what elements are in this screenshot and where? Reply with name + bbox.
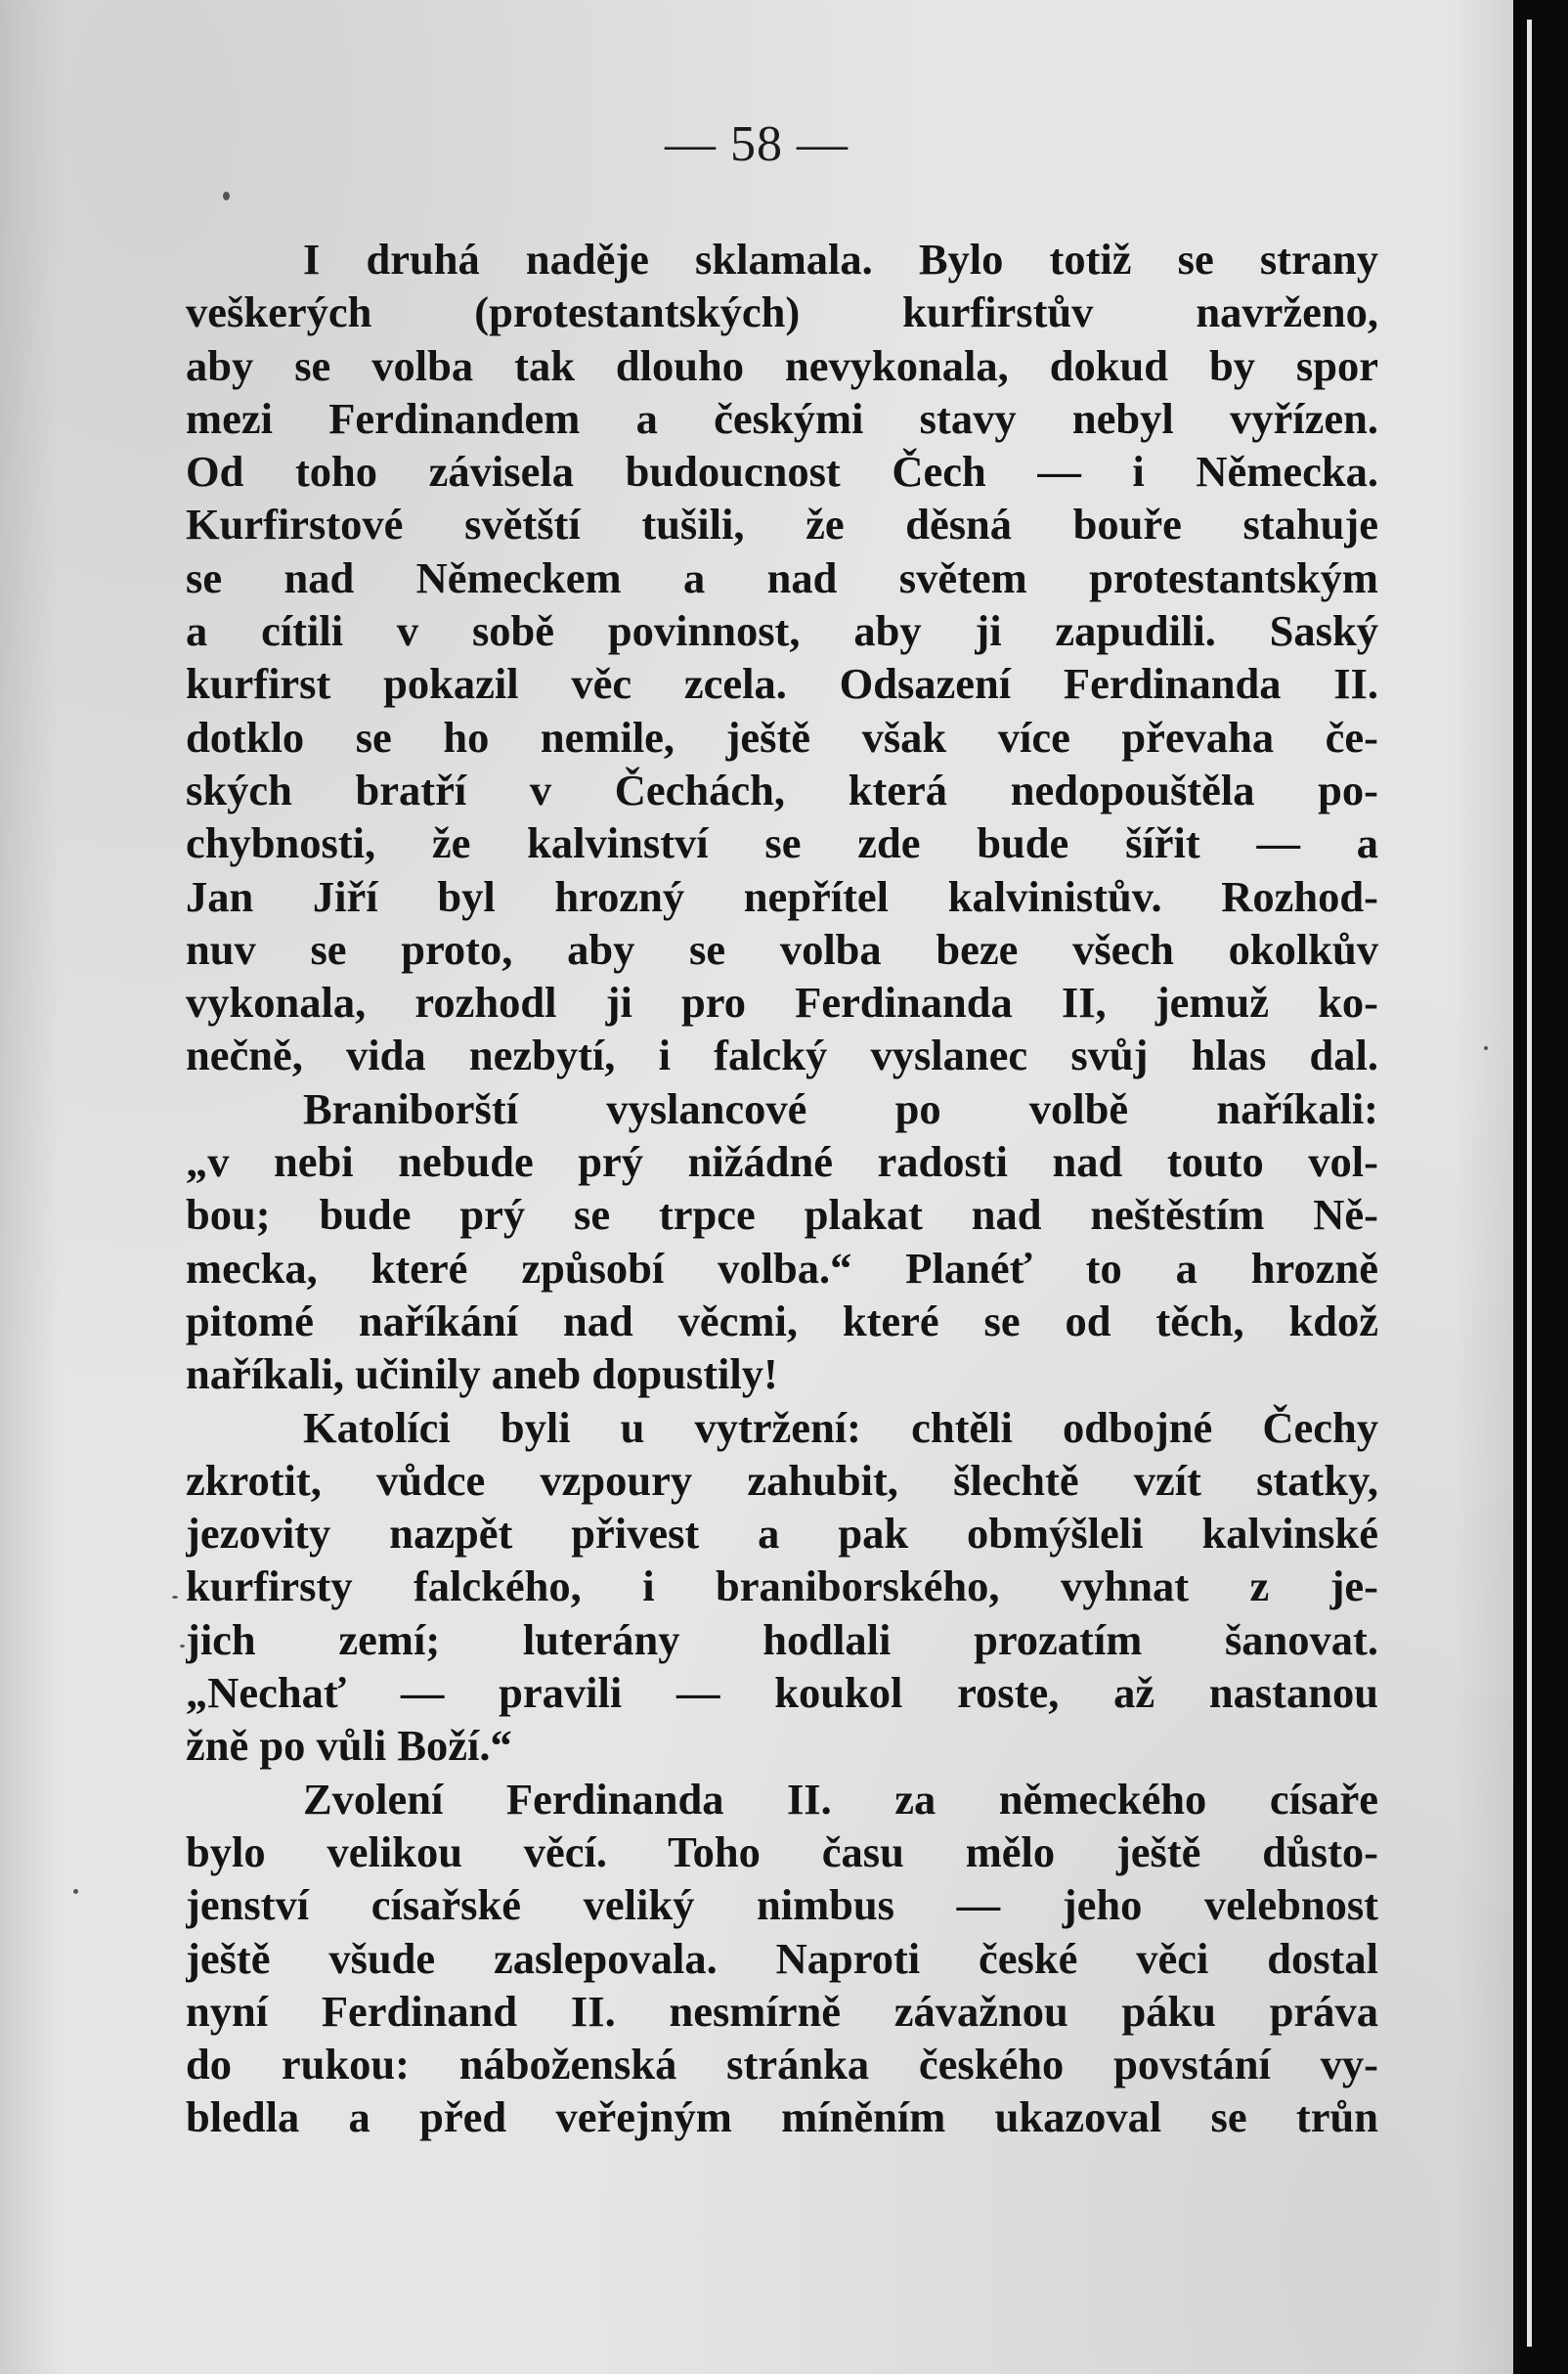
text-line: chybnosti, že kalvinství se zde bude šířit — a <box>186 818 1378 868</box>
text-line: bylo velikou věcí. Toho času mělo ještě důsto- <box>186 1826 1378 1876</box>
text-line: bledla a před veřejným míněním ukazoval se trůn <box>186 2092 1378 2142</box>
text-line: dotklo se ho nemile, ještě však více převaha če- <box>186 712 1378 762</box>
text-line: Jan Jiří byl hrozný nepřítel kalvinistův. Rozhod- <box>186 871 1378 921</box>
text-line: Zvolení Ferdinanda II. za německého císaře <box>303 1774 1378 1824</box>
text-line: pitomé naříkání nad věcmi, které se od těch, kdož <box>186 1296 1378 1345</box>
text-line: Katolíci byli u vytržení: chtěli odbojné Čechy <box>303 1402 1378 1452</box>
scan-speck <box>180 1645 185 1648</box>
text-line: žně po vůli Boží.“ <box>186 1721 512 1771</box>
text-line: mecka, které způsobí volba.“ Planéť to a hrozně <box>186 1243 1378 1293</box>
text-line: veškerých (protestantských) kurfirstův navrženo, <box>186 287 1378 337</box>
text-line: se nad Německem a nad světem protestantským <box>186 552 1378 602</box>
text-line: Od toho závisela budoucnost Čech — i Německa. <box>186 447 1378 497</box>
scan-speck <box>223 192 230 200</box>
text-line: nuv se proto, aby se volba beze všech okolkův <box>186 924 1378 974</box>
text-line: ských bratří v Čechách, která nedopouštěla po- <box>186 765 1378 814</box>
text-line: kurfirst pokazil věc zcela. Odsazení Ferdinanda II. <box>186 659 1378 709</box>
text-line: jezovity nazpět přivest a pak obmýšleli kalvinské <box>186 1509 1378 1559</box>
text-line: naříkali, učinily aneb dopustily! <box>186 1349 778 1399</box>
text-line: „v nebi nebude prý nižádné radosti nad touto vol- <box>186 1137 1378 1187</box>
text-line: Kurfirstové světští tušili, že děsná bouře stahuje <box>186 500 1378 550</box>
scan-speck <box>73 1889 78 1894</box>
text-line: aby se volba tak dlouho nevykonala, dokud by spor <box>186 340 1378 390</box>
body-text <box>186 233 1378 2144</box>
text-line: a cítili v sobě povinnost, aby ji zapudili. Saský <box>186 606 1378 656</box>
text-line: jich zemí; luterány hodlali prozatím šanovat. <box>186 1614 1378 1664</box>
text-line: Braniborští vyslancové po volbě naříkali: <box>303 1083 1378 1133</box>
text-line: I druhá naděje sklamala. Bylo totiž se strany <box>303 235 1378 284</box>
text-line: do rukou: náboženská stránka českého povstání vy- <box>186 2040 1378 2089</box>
scan-speck <box>172 1596 178 1599</box>
text-line: jenství císařské veliký nimbus — jeho velebnost <box>186 1880 1378 1930</box>
text-line: ještě všude zaslepovala. Naproti české věci dostal <box>186 1933 1378 1983</box>
text-line: vykonala, rozhodl ji pro Ferdinanda II, jemuž ko- <box>186 978 1378 1028</box>
text-line: zkrotit, vůdce vzpoury zahubit, šlechtě vzít statky, <box>186 1455 1378 1505</box>
page-edge <box>1513 0 1568 2374</box>
text-line: bou; bude prý se trpce plakat nad neštěstím Ně- <box>186 1190 1378 1240</box>
text-line: kurfirsty falckého, i braniborského, vyhnat z je- <box>186 1561 1378 1611</box>
text-line: nyní Ferdinand II. nesmírně závažnou páku práva <box>186 1986 1378 2036</box>
page-number: — 58 — <box>665 116 849 172</box>
text-line: nečně, vida nezbytí, i falcký vyslanec svůj hlas dal. <box>186 1031 1378 1080</box>
text-line: mezi Ferdinandem a českými stavy nebyl vyřízen. <box>186 393 1378 443</box>
scan-speck <box>1484 1046 1488 1050</box>
text-line: „Nechať — pravili — koukol roste, až nastanou <box>186 1668 1378 1718</box>
